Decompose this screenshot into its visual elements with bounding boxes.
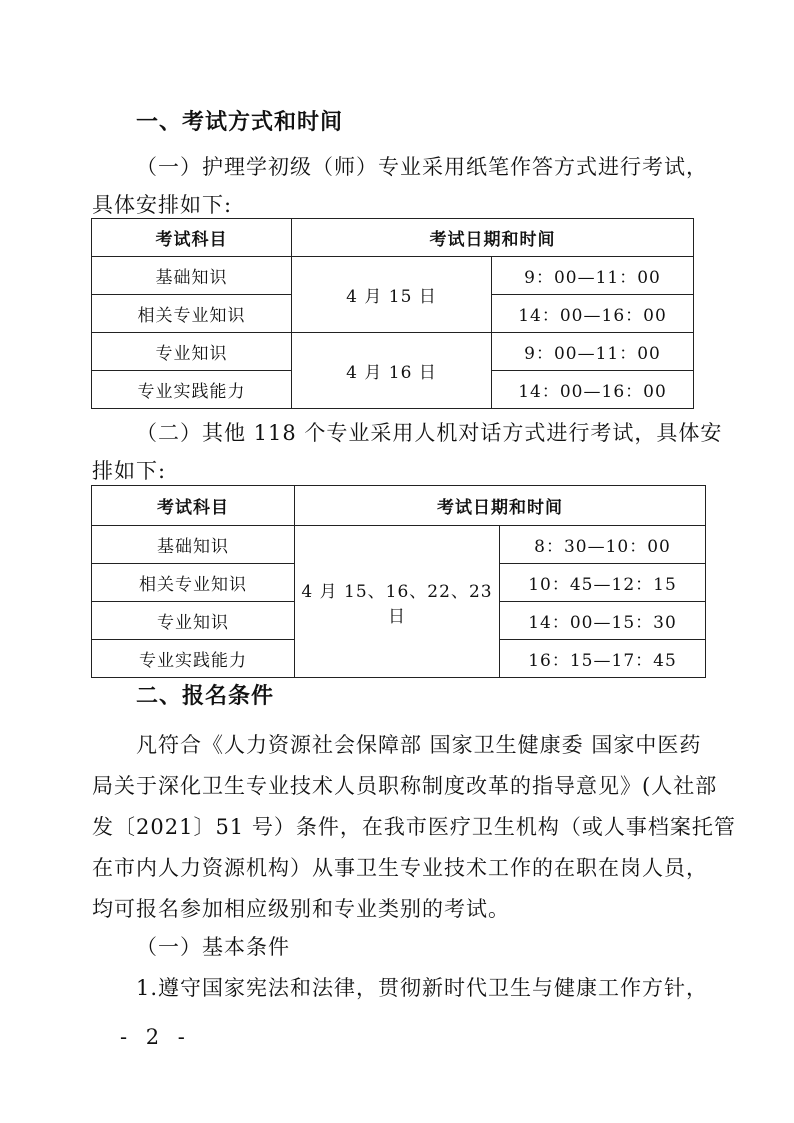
paragraph-line: 凡符合《人力资源社会保障部 国家卫生健康委 国家中医药 (136, 733, 702, 757)
sub-heading-other-cont: 排如下: (92, 459, 167, 483)
time-cell: 14：00—16：00 (492, 295, 694, 333)
section-heading-exam: 一、考试方式和时间 (136, 110, 344, 135)
sub-heading-nursing-cont: 具体安排如下: (92, 193, 233, 217)
subject-cell: 相关专业知识 (92, 295, 292, 333)
paragraph-line: 局关于深化卫生专业技术人员职称制度改革的指导意见》(人社部 (92, 774, 718, 798)
sub-heading-basic: （一）基本条件 (136, 935, 290, 959)
header-datetime: 考试日期和时间 (292, 219, 694, 257)
header-datetime: 考试日期和时间 (295, 486, 706, 526)
sub-heading-other: （二）其他 118 个专业采用人机对话方式进行考试，具体安 (136, 421, 723, 445)
exam-schedule-table-computer (91, 485, 706, 678)
header-subject: 考试科目 (92, 219, 292, 257)
time-cell: 14：00—15：30 (500, 602, 706, 640)
paragraph-line: 发〔2021〕51 号）条件，在我市医疗卫生机构（或人事档案托管 (92, 815, 736, 839)
subject-cell: 专业知识 (92, 602, 295, 640)
header-subject: 考试科目 (92, 486, 295, 526)
time-cell: 9：00—11：00 (492, 333, 694, 371)
subject-cell: 专业实践能力 (92, 640, 295, 678)
time-cell: 9：00—11：00 (492, 257, 694, 295)
paragraph-line: 在市内人力资源机构）从事卫生专业技术工作的在职在岗人员， (92, 856, 708, 880)
time-cell: 16：15—17：45 (500, 640, 706, 678)
time-cell: 10：45—12：15 (500, 564, 706, 602)
subject-cell: 相关专业知识 (92, 564, 295, 602)
subject-cell: 基础知识 (92, 526, 295, 564)
date-cell: 4 月 15 日 (292, 257, 492, 333)
date-cell: 4 月 15、16、22、23 日 (295, 526, 500, 678)
exam-schedule-table-paper (91, 218, 694, 409)
page-number: - 2 - (120, 1025, 191, 1049)
subject-cell: 专业实践能力 (92, 371, 292, 409)
paragraph-line: 均可报名参加相应级别和专业类别的考试。 (92, 897, 510, 921)
subject-cell: 专业知识 (92, 333, 292, 371)
time-cell: 14：00—16：00 (492, 371, 694, 409)
subject-cell: 基础知识 (92, 257, 292, 295)
date-cell: 4 月 16 日 (292, 333, 492, 409)
sub-heading-nursing: （一）护理学初级（师）专业采用纸笔作答方式进行考试， (136, 155, 708, 179)
section-heading-registration: 二、报名条件 (136, 684, 275, 709)
list-item: 1.遵守国家宪法和法律，贯彻新时代卫生与健康工作方针， (136, 976, 709, 1000)
time-cell: 8：30—10：00 (500, 526, 706, 564)
